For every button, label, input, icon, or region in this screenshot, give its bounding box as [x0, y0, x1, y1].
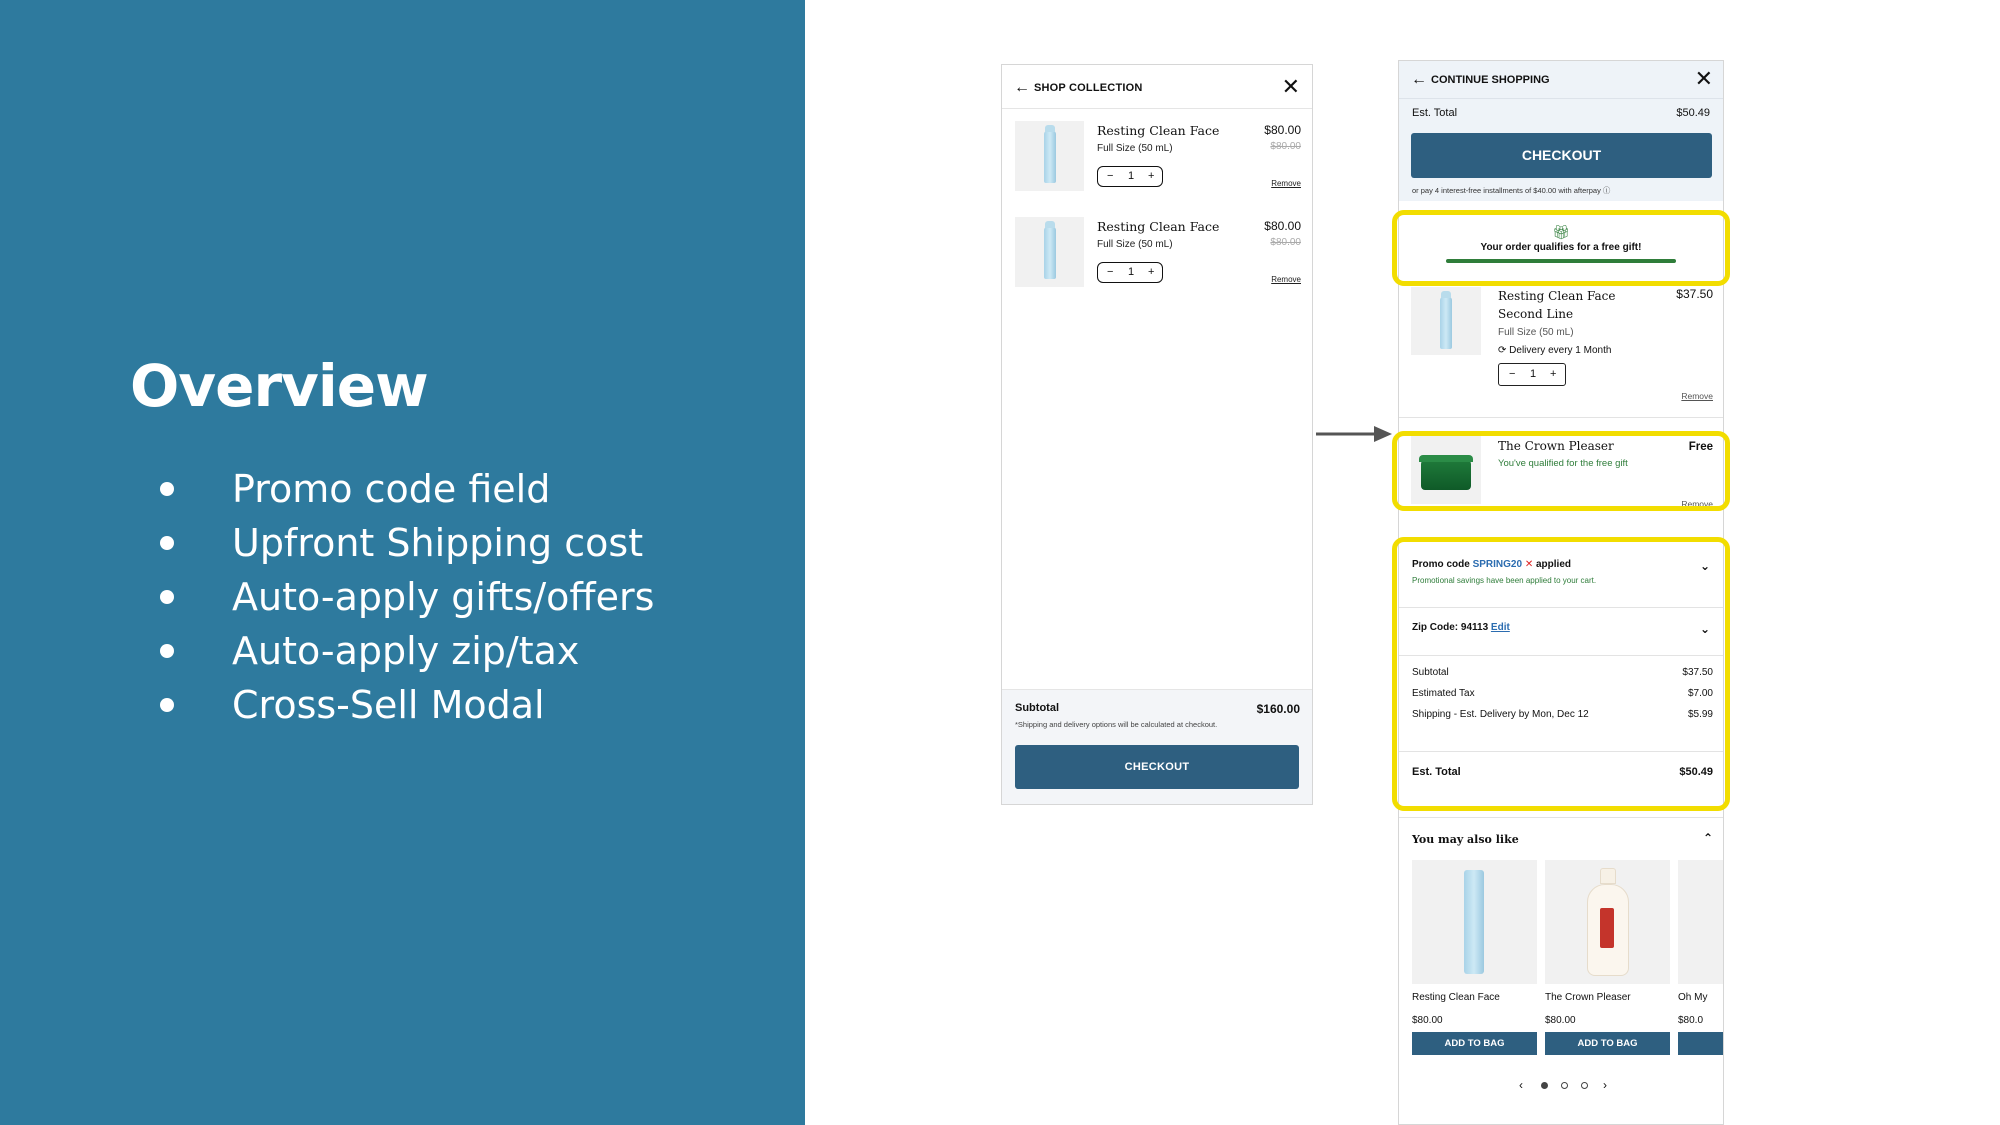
delivery-frequency[interactable]: ⟳ Delivery every 1 Month: [1498, 345, 1612, 356]
highlight-promo-totals: [1392, 537, 1730, 811]
tax-row: Estimated Tax $7.00: [1412, 688, 1713, 699]
product-thumbnail: [1015, 121, 1084, 191]
product-name[interactable]: Oh My: [1678, 992, 1708, 1003]
carousel-pager: [1519, 1078, 1619, 1094]
cart-header: [1002, 65, 1312, 109]
decrement-button[interactable]: −: [1509, 368, 1516, 380]
cross-sell-title: You may also like: [1412, 833, 1519, 846]
product-price: $80.00: [1545, 1015, 1576, 1026]
feature-item: Auto-apply gifts/offers: [158, 570, 654, 624]
decrement-button[interactable]: −: [1107, 170, 1114, 182]
remove-link[interactable]: Remove: [1271, 275, 1301, 284]
back-arrow-icon[interactable]: ←: [1014, 79, 1030, 96]
product-name[interactable]: Resting Clean Face: [1097, 219, 1220, 234]
product-price: $80.00: [1264, 123, 1301, 137]
gift-qualified-note: You've qualified for the free gift: [1498, 458, 1628, 469]
highlight-gift-banner: [1392, 210, 1730, 286]
carousel-dot[interactable]: [1561, 1082, 1568, 1089]
bullet-icon: [160, 698, 174, 712]
promo-note: Promotional savings have been applied to your cart.: [1412, 576, 1597, 585]
chevron-right-icon[interactable]: ›: [1603, 1078, 1607, 1092]
subtotal-row: Subtotal $37.50: [1412, 667, 1713, 678]
quantity-value: 1: [1128, 170, 1135, 182]
close-icon[interactable]: ✕: [1281, 74, 1300, 99]
subscription-line-item: [1411, 287, 1713, 401]
product-price: $80.00: [1264, 219, 1301, 233]
quantity-stepper: [1498, 363, 1566, 386]
bullet-icon: [160, 590, 174, 604]
promo-code-status: Promo code SPRING20 ✕ applied: [1412, 559, 1572, 570]
shipping-note: *Shipping and delivery options will be calculated at checkout.: [1015, 720, 1218, 729]
product-name[interactable]: Resting Clean Face: [1412, 992, 1500, 1003]
quantity-stepper: [1097, 262, 1163, 283]
product-size: Full Size (50 mL): [1097, 239, 1173, 250]
add-to-bag-button[interactable]: ADD TO BAG: [1545, 1032, 1670, 1055]
chevron-down-icon[interactable]: ⌄: [1699, 622, 1710, 636]
cart-header: [1399, 61, 1723, 99]
remove-link[interactable]: Remove: [1681, 391, 1713, 401]
shop-collection-link[interactable]: SHOP COLLECTION: [1034, 82, 1143, 94]
subtotal-value: $160.00: [1256, 702, 1300, 716]
zip-code-label: Zip Code: 94113: [1412, 622, 1489, 633]
sticky-checkout-area: [1399, 61, 1723, 201]
cart-footer: [1002, 689, 1312, 804]
increment-button[interactable]: +: [1148, 170, 1155, 182]
product-name[interactable]: Resting Clean Face Second Line: [1498, 289, 1616, 321]
remove-link[interactable]: Remove: [1681, 499, 1713, 509]
original-price: $80.00: [1270, 237, 1301, 248]
cross-sell-card: [1412, 860, 1537, 1060]
increment-button[interactable]: +: [1148, 266, 1155, 278]
chevron-left-icon[interactable]: ‹: [1519, 1078, 1523, 1092]
product-thumbnail: [1015, 217, 1084, 287]
before-cart-drawer: [1001, 64, 1313, 805]
product-name[interactable]: The Crown Pleaser: [1545, 992, 1631, 1003]
product-price: $80.00: [1412, 1015, 1443, 1026]
add-to-bag-button[interactable]: ADD TO BAG: [1412, 1032, 1537, 1055]
product-price: Free: [1688, 441, 1713, 453]
arrow-right-icon: [1316, 424, 1392, 444]
edit-zip-link[interactable]: Edit: [1490, 622, 1510, 633]
remove-link[interactable]: Remove: [1271, 179, 1301, 188]
afterpay-note[interactable]: or pay 4 interest-free installments of $40.00 with afterpay ⓘ: [1412, 186, 1611, 195]
feature-list: [158, 462, 654, 732]
product-name[interactable]: The Crown Pleaser: [1498, 439, 1614, 453]
divider: [1399, 417, 1723, 418]
add-to-bag-button[interactable]: [1678, 1032, 1724, 1055]
close-icon[interactable]: ✕: [1694, 66, 1713, 91]
checkout-button[interactable]: CHECKOUT: [1015, 745, 1299, 789]
product-price: $80.0: [1678, 1015, 1704, 1026]
back-arrow-icon[interactable]: ←: [1411, 71, 1427, 88]
original-price: $80.00: [1270, 141, 1301, 152]
cross-sell-card: [1545, 860, 1670, 1060]
quantity-value: 1: [1128, 266, 1135, 278]
quantity-stepper: [1097, 166, 1163, 187]
remove-promo-icon[interactable]: ✕: [1524, 559, 1534, 570]
chevron-up-icon[interactable]: ⌃: [1702, 831, 1713, 845]
overview-panel: [0, 0, 805, 1125]
highlight-free-gift: [1392, 431, 1730, 511]
feature-item: Upfront Shipping cost: [158, 516, 654, 570]
divider: [1399, 817, 1723, 818]
continue-shopping-link[interactable]: CONTINUE SHOPPING: [1431, 74, 1550, 86]
quantity-value: 1: [1530, 368, 1537, 380]
product-image[interactable]: [1545, 860, 1670, 984]
feature-item: Promo code field: [158, 462, 654, 516]
cart-line-item: [1015, 217, 1301, 297]
est-total-label: Est. Total: [1412, 107, 1458, 119]
free-gift-message: Your order qualifies for a free gift!: [1480, 242, 1642, 253]
bullet-icon: [160, 482, 174, 496]
cart-line-item: [1015, 121, 1301, 201]
slide-title: Overview: [130, 352, 428, 420]
product-image[interactable]: [1412, 860, 1537, 984]
shipping-row: Shipping - Est. Delivery by Mon, Dec 12 $5.99: [1412, 709, 1713, 720]
feature-item: Auto-apply zip/tax: [158, 624, 654, 678]
carousel-dot[interactable]: [1581, 1082, 1588, 1089]
product-price: $37.50: [1676, 287, 1713, 301]
cross-sell-card: [1678, 860, 1724, 1060]
est-total-value: $50.49: [1676, 107, 1710, 119]
increment-button[interactable]: +: [1550, 368, 1557, 380]
after-cart-drawer: ← CONTINUE SHOPPING ✕ Est. Total $50.49 CHECKOUT or pay 4 interest-free installments of $40.00 with afterpay ⓘ 🎁︎ Your order qualifies for a free gift! Resting Clean Face Second Line $37.50 Full Size (50 mL) ⟳ Delivery every 1 Month − 1 + Remove The Crown Pleaser Free You've qualified for the free gift Remove Promo code SPRING20 ✕ applied Promotional savings have been applied to your cart. ⌄ Zip Code: 94113 Edit ⌄ Subtotal $37.50 Estimated Tax $7.00 Shipping - Est. Delivery by Mon, Dec 12 $5.99 Est. Total $50.49 You may also like ⌃ Resting Clean Face $80.00 ADD TO BAG The Crown Pleaser $80.00 ADD TO BAG Oh My $80.0 ‹ ›: [1398, 60, 1724, 1125]
decrement-button[interactable]: −: [1107, 266, 1114, 278]
product-size: Full Size (50 mL): [1498, 327, 1574, 338]
product-size: Full Size (50 mL): [1097, 143, 1173, 154]
refresh-icon: ⟳: [1498, 345, 1510, 356]
promo-code: SPRING20: [1472, 559, 1523, 570]
carousel-dot[interactable]: [1541, 1082, 1548, 1089]
product-image[interactable]: [1678, 860, 1724, 984]
feature-item: Cross-Sell Modal: [158, 678, 654, 732]
chevron-down-icon[interactable]: ⌄: [1699, 559, 1710, 573]
product-thumbnail: [1411, 287, 1481, 355]
bullet-icon: [160, 536, 174, 550]
bullet-icon: [160, 644, 174, 658]
gift-icon: 🎁︎: [1552, 224, 1570, 240]
checkout-button[interactable]: CHECKOUT: [1411, 133, 1712, 178]
product-name[interactable]: Resting Clean Face: [1097, 123, 1220, 138]
subtotal-label: Subtotal: [1015, 702, 1059, 714]
